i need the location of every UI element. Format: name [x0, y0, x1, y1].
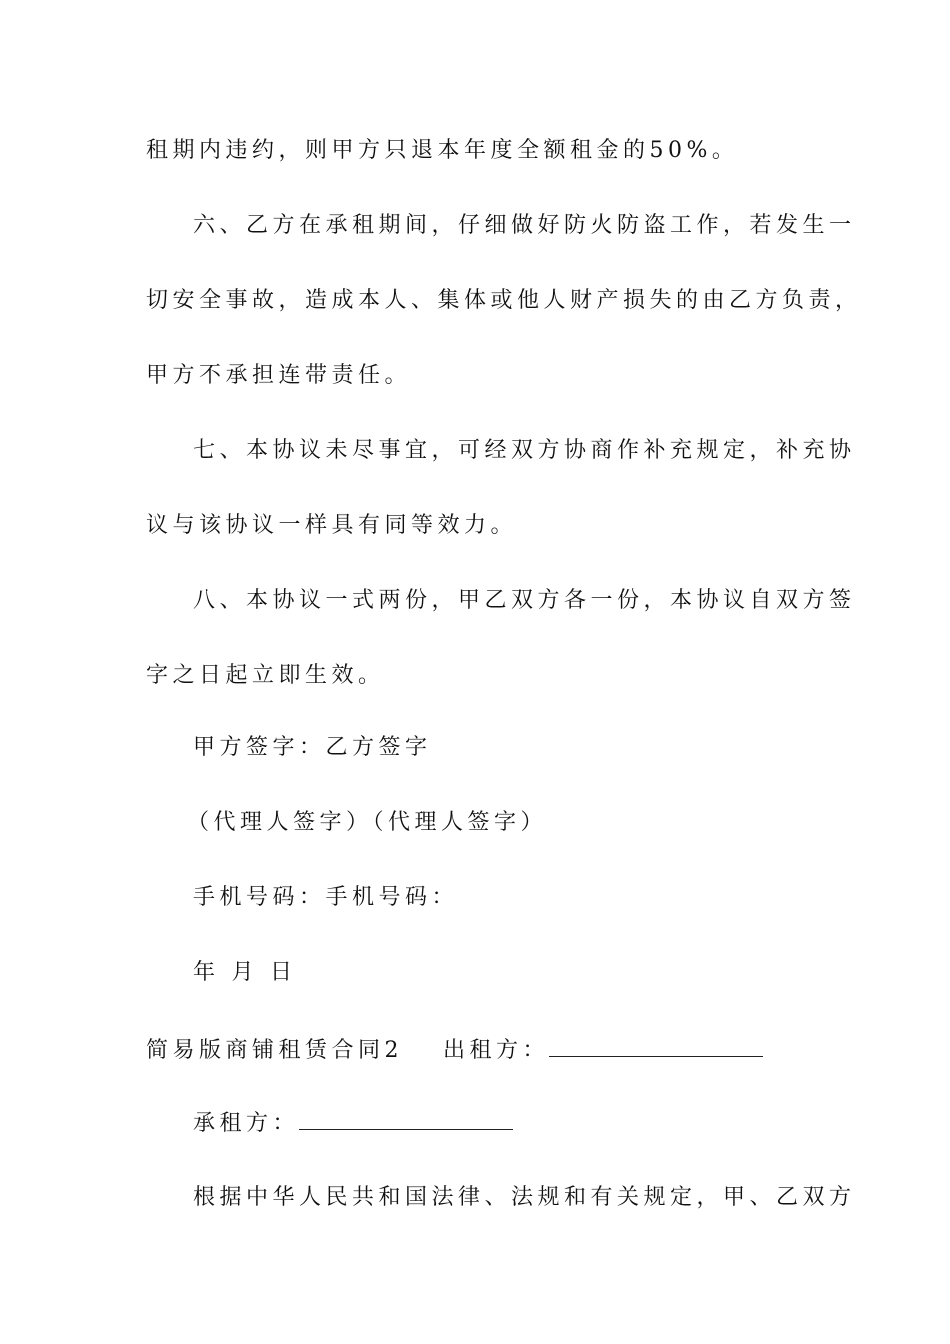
signature-line: 甲方签字：乙方签字 — [193, 735, 432, 760]
text-line-1: 租期内违约，则甲方只退本年度全额租金的50%。 — [146, 138, 739, 163]
date-day: 日 — [270, 960, 297, 985]
clause-eight-line-1: 八、本协议一式两份，甲乙双方各一份，本协议自双方签 — [193, 588, 856, 613]
contract2-heading-line — [146, 1036, 763, 1066]
date-line — [193, 958, 297, 988]
contract2-title: 简易版商铺租赁合同2 — [146, 1038, 403, 1063]
clause-six-line-3: 甲方不承担连带责任。 — [146, 363, 412, 388]
clause-eight-line-2: 字之日起立即生效。 — [146, 663, 385, 688]
lessor-label: 出租方： — [443, 1038, 550, 1063]
lessee-blank — [299, 1109, 513, 1130]
date-year: 年 — [193, 960, 220, 985]
lessee-line — [193, 1109, 513, 1139]
lessee-label: 承租方： — [193, 1111, 300, 1136]
clause-seven-line-2: 议与该协议一样具有同等效力。 — [146, 513, 518, 538]
agent-signature-line: （代理人签字）（代理人签字） — [187, 810, 548, 835]
preamble-line: 根据中华人民共和国法律、法规和有关规定，甲、乙双方 — [193, 1185, 856, 1210]
phone-number-line: 手机号码：手机号码： — [193, 885, 459, 910]
clause-six-line-1: 六、乙方在承租期间，仔细做好防火防盗工作，若发生一 — [193, 213, 856, 238]
clause-six-line-2: 切安全事故，造成本人、集体或他人财产损失的由乙方负责， — [146, 288, 862, 313]
date-month: 月 — [231, 960, 259, 985]
lessor-blank — [549, 1036, 763, 1057]
clause-seven-line-1: 七、本协议未尽事宜，可经双方协商作补充规定，补充协 — [193, 438, 856, 463]
